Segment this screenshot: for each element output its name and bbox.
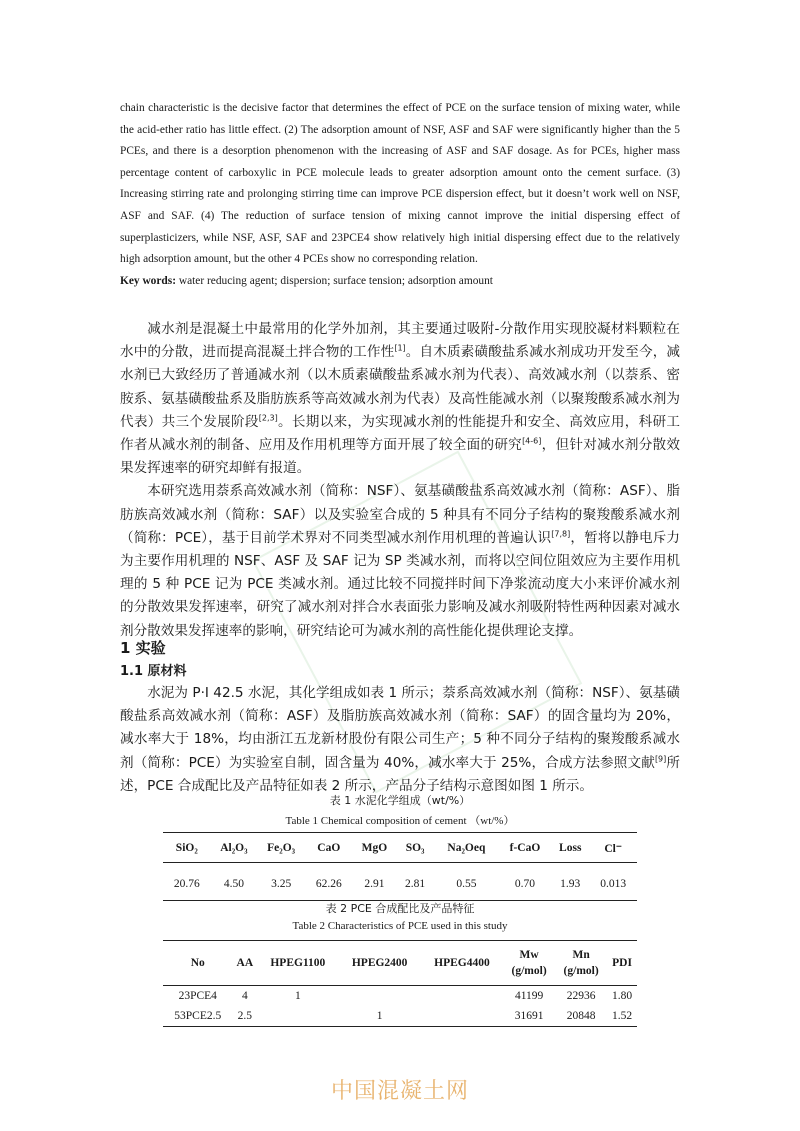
table-header-cell: Na₂Oeq <box>434 833 499 863</box>
table-cell: 1.93 <box>560 878 581 890</box>
table-cell: 0.70 <box>514 878 536 890</box>
intro-p1-text-b: 。自木质素磺酸盐系减水剂成功开发至今，减水剂已大致经历了普通减水剂（以木质素磺酸盐系减水剂为代表）、高效减水剂（以萘系、密胺系、氨基磺酸盐系及脂肪族系等高效减水剂为代表）及高性能减水剂（以聚羧酸系减水剂为代表）共三个发展阶段 <box>120 344 680 430</box>
table-header-cell: No <box>163 941 233 986</box>
intro-paragraph-1 <box>120 318 680 480</box>
keywords-line <box>120 271 680 293</box>
table-cell: 2.81 <box>405 878 426 890</box>
citation-ref[interactable]: [1] <box>394 343 406 353</box>
table-cell: 20848 <box>566 1010 596 1022</box>
table-header-row <box>163 833 637 863</box>
table-header-cell: HPEG1100 <box>257 941 338 986</box>
table-header-cell: SiO₂ <box>163 833 211 863</box>
abstract-text: chain characteristic is the decisive factor that determines the effect of PCE on the surface tension of mixing water, while the acid-ether ratio has little effect. (2) The adsorption amount of NSF, ASF and SAF were significantly higher than the 5 PCEs, and there is a desorption phenomenon with the increasing of ASF and SAF dosage. As for PCEs, higher mass percentage content of carboxylic in PCE molecule leads to greater adsorption amount onto the cement surface. (3) Increasing stirring rate and prolonging stirring time can improve PCE dispersion effect, but it doesn’t work well on NSF, ASF and SAF. (4) The reduction of surface tension of mixing cannot improve the initial dispersing effect of superplasticizers, while NSF, ASF, SAF and 23PCE4 show relatively high initial dispersing effect due to the relatively high adsorption amount, but the other 4 PCEs show no corresponding relation. <box>120 102 680 266</box>
table-cell: 31691 <box>514 1010 544 1022</box>
table-cell: 23PCE4 <box>178 990 217 1002</box>
table-header-cell: Al₂O₃ <box>211 833 258 863</box>
table1-caption-zh: 表 1 水泥化学组成（wt/%） <box>329 794 471 807</box>
table-cell: 1 <box>376 1010 383 1022</box>
keywords-label: Key words: <box>120 274 176 287</box>
abstract-block <box>120 98 680 292</box>
table-cell: 4 <box>241 990 248 1002</box>
table-header-cell: Mn (g/mol) <box>555 941 607 986</box>
table2-caption-en: Table 2 Characteristics of PCE used in this study <box>292 920 508 932</box>
section-heading: 1 实验 <box>120 639 166 657</box>
keywords-text: water reducing agent; dispersion; surface tension; adsorption amount <box>176 274 493 287</box>
table1-cement-composition <box>163 832 637 901</box>
table-header-row <box>163 941 637 986</box>
table-header-cell: AA <box>233 941 258 986</box>
citation-ref[interactable]: [4-6] <box>522 436 542 446</box>
table-cell: 2.5 <box>237 1010 253 1022</box>
table-header-cell: SO₃ <box>396 833 434 863</box>
footer-watermark: 中国混凝土网 <box>330 1079 469 1104</box>
materials-text-b: 所述，PCE 合成配比及产品特征如表 2 所示，产品分子结构示意图如图 1 所示。 <box>120 754 680 794</box>
table-cell: 0.55 <box>456 878 477 890</box>
materials-text-a: 水泥为 P·Ⅰ 42.5 水泥，其化学组成如表 1 所示；萘系高效减水剂（简称：NSF）、氨基磺酸盐系高效减水剂（简称：ASF）及脂肪族高效减水剂（简称：SAF）的固含量均为 20%，减水率大于 18%，均由浙江五龙新材股份有限公司生产；5 种不同分子结构的聚羧酸系减水剂（简称：PCE）为实验室自制，固含量为 40%，减水率大于 25%，合成方法参照文献 <box>120 685 680 771</box>
table-cell <box>339 986 421 1007</box>
table1-caption-en: Table 1 Chemical composition of cement （wt/%） <box>285 815 515 827</box>
table-header-cell: HPEG2400 <box>339 941 421 986</box>
intro-paragraph-2 <box>120 480 680 642</box>
table-header-cell: Mw (g/mol) <box>503 941 555 986</box>
table-cell: 0.013 <box>600 878 627 890</box>
table-cell <box>257 1006 338 1027</box>
table-cell: 41199 <box>514 990 544 1002</box>
citation-ref[interactable]: [9] <box>654 754 667 764</box>
intro-p1-text-a: 减水剂是混凝土中最常用的化学外加剂，其主要通过吸附-分散作用实现胶凝材料颗粒在水中的分散，进而提高混凝土拌合物的工作性 <box>120 321 680 361</box>
table-cell: 20.76 <box>173 878 200 890</box>
table-row <box>163 863 637 901</box>
citation-ref[interactable]: [2,3] <box>258 413 278 423</box>
table-cell: 22936 <box>566 990 596 1002</box>
intro-p1-text-d: ，但针对减水剂分散效果发挥速率的研究却鲜有报道。 <box>120 437 681 477</box>
table-row <box>163 1006 637 1027</box>
table-header-cell: CaO <box>305 833 353 863</box>
table-cell: 53PCE2.5 <box>174 1010 222 1022</box>
materials-section <box>120 682 680 798</box>
intro-p2-text-a: 本研究选用萘系高效减水剂（简称：NSF）、氨基磺酸盐系高效减水剂（简称：ASF）、脂肪族高效减水剂（简称：SAF）以及实验室合成的 5 种具有不同分子结构的聚羧酸系减水剂（简称：PCE），基于目前学术界对不同类型减水剂作用机理的普遍认识 <box>120 483 680 546</box>
table-header-cell: Fe₂O₃ <box>257 833 305 863</box>
table-cell: 4.50 <box>223 878 244 890</box>
intro-section <box>120 318 680 643</box>
table-cell <box>421 986 503 1007</box>
materials-paragraph <box>120 682 680 798</box>
table-cell: 1 <box>294 990 301 1002</box>
table-header-cell: f-CaO <box>499 833 551 863</box>
table-cell: 3.25 <box>271 878 292 890</box>
table-header-cell: HPEG4400 <box>421 941 503 986</box>
table-cell: 2.91 <box>364 878 385 890</box>
table-header-cell: PDI <box>607 941 637 986</box>
table-cell: 1.80 <box>612 990 633 1002</box>
table-cell <box>421 1006 503 1027</box>
table2-caption-zh: 表 2 PCE 合成配比及产品特征 <box>325 902 475 915</box>
table2-pce-characteristics <box>163 940 637 1027</box>
table-cell: 62.26 <box>315 878 342 890</box>
table-cell: 1.52 <box>612 1010 633 1022</box>
citation-ref[interactable]: [7,8] <box>551 529 571 539</box>
table-header-cell: Cl⁻ <box>589 833 637 863</box>
table-row <box>163 986 637 1007</box>
intro-p2-text-b: ，暂将以静电斥力为主要作用机理的 NSF、ASF 及 SAF 记为 SP 类减水剂，而将以空间位阻效应为主要作用机理的 5 种 PCE 记为 PCE 类减水剂。通过比较不同搅拌时间下净浆流动度大小来评价减水剂的分散效果发挥速率，研究了减水剂对拌合水表面张力影响及减水剂吸附特性两种因素对减水剂分散效果发挥速率的影响，研究结论可为减水剂的高性能化提供理论支撑。 <box>120 529 680 639</box>
subsection-heading: 1.1 原材料 <box>120 664 187 679</box>
table-header-cell: Loss <box>551 833 589 863</box>
table-header-cell: MgO <box>353 833 397 863</box>
intro-p1-text-c: 。长期以来，为实现减水剂的性能提升和安全、高效应用，科研工作者从减水剂的制备、应用及作用机理等方面开展了较全面的研究 <box>120 413 681 454</box>
